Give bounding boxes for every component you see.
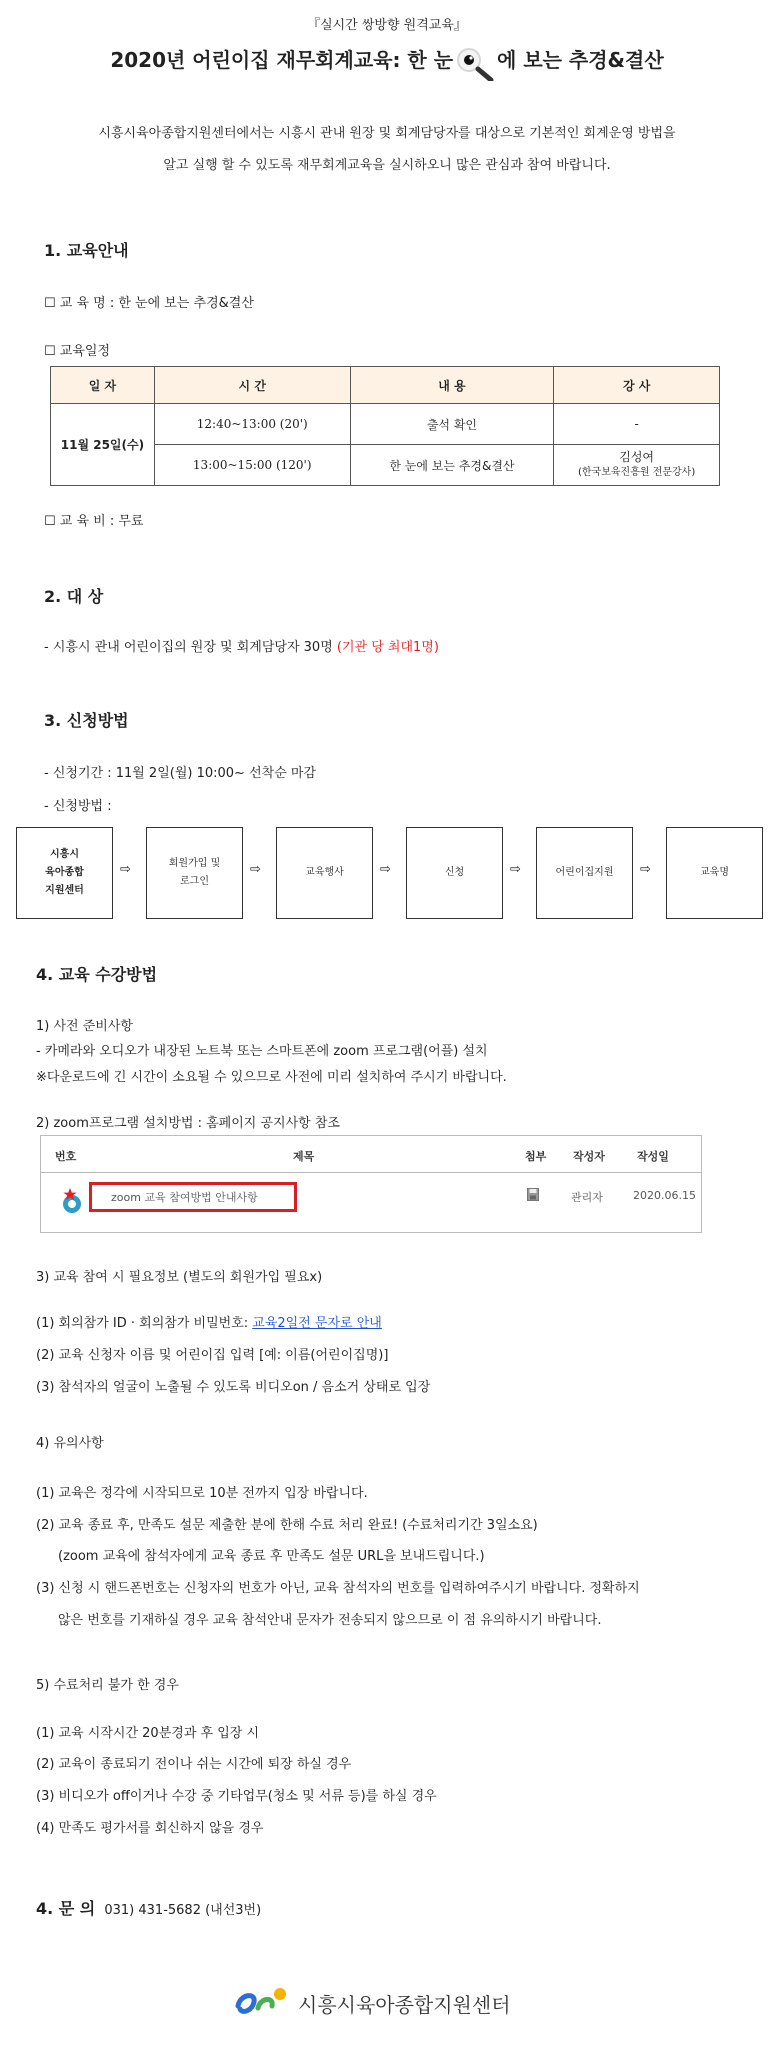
fail-title: 5) 수료처리 불가 한 경우 xyxy=(36,1678,179,1693)
board-row[interactable] xyxy=(41,1172,701,1232)
flow-step-text: 회원가입 및 xyxy=(168,858,221,869)
lecturer-affiliation: (한국보육진흥원 전문강사) xyxy=(578,467,696,478)
notice-item: (2) 교육 종료 후, 만족도 설문 제출한 분에 한해 수료 처리 완료! (수료처리기간 3일소요) xyxy=(36,1518,538,1533)
fail-item: (1) 교육 시작시간 20분경과 후 입장 시 xyxy=(36,1726,260,1741)
flow-step-center xyxy=(16,827,113,919)
flow-step-text: 로그인 xyxy=(180,876,209,887)
board-col-author: 작성자 xyxy=(573,1150,605,1163)
arrow-icon: ⇨ xyxy=(640,862,651,877)
contact-heading: 4. 문 의 xyxy=(36,1899,96,1918)
course-fee: ☐ 교 육 비 : 무료 xyxy=(44,514,144,529)
info-item-3: (3) 참석자의 얼굴이 노출될 수 있도록 비디오on / 음소거 상태로 입장 xyxy=(36,1380,431,1395)
col-content: 내 용 xyxy=(350,367,554,404)
board-col-attach: 첨부 xyxy=(525,1150,547,1163)
board-row-author: 관리자 xyxy=(571,1191,603,1204)
flow-step-text: 지원센터 xyxy=(45,885,84,896)
flow-step-text: 어린이집지원 xyxy=(555,867,614,878)
fail-item: (2) 교육이 종료되기 전이나 쉬는 시간에 퇴장 하실 경우 xyxy=(36,1757,352,1772)
board-col-number: 번호 xyxy=(55,1150,77,1163)
schedule-content: 출석 확인 xyxy=(350,404,554,445)
schedule-table xyxy=(50,366,720,486)
schedule-label: ☐ 교육일정 xyxy=(44,344,111,359)
board-row-title[interactable]: zoom 교육 참여방법 안내사항 xyxy=(111,1191,258,1204)
notice-pin-icon xyxy=(61,1188,83,1217)
flow-step-login xyxy=(146,827,243,919)
flow-step-daycare-support xyxy=(536,827,633,919)
board-col-title: 제목 xyxy=(293,1150,315,1163)
board-row-date: 2020.06.15 xyxy=(633,1189,696,1202)
section1-heading: 1. 교육안내 xyxy=(44,241,129,260)
col-time: 시 간 xyxy=(154,367,350,404)
notice-board-screenshot xyxy=(40,1135,702,1233)
schedule-time: 12:40~13:00 (20') xyxy=(154,404,350,445)
sms-guide-link[interactable]: 교육2일전 문자로 안내 xyxy=(252,1316,382,1331)
intro-line-2: 알고 실행 할 수 있도록 재무회계교육을 실시하오니 많은 관심과 참여 바랍니다. xyxy=(163,158,611,173)
target-text: - 시흥시 관내 어린이집의 원장 및 회계담당자 30명 xyxy=(44,640,337,655)
footer-logo xyxy=(234,1983,544,2023)
intro-paragraph xyxy=(40,118,734,182)
notice-item: (3) 신청 시 핸드폰번호는 신청자의 번호가 아닌, 교육 참석자의 번호를 입력하여주시기 바랍니다. 정확하지 xyxy=(36,1581,640,1596)
flow-step-text: 신청 xyxy=(444,867,465,878)
contact-phone: 031) 431-5682 (내선3번) xyxy=(104,1903,262,1918)
arrow-icon: ⇨ xyxy=(380,862,391,877)
application-method-label: - 신청방법 : xyxy=(44,799,112,814)
arrow-icon: ⇨ xyxy=(510,862,521,877)
application-period: - 신청기간 : 11월 2일(월) 10:00~ 선착순 마감 xyxy=(44,766,317,781)
flow-step-events xyxy=(276,827,373,919)
flow-step-text: 교육행사 xyxy=(305,867,344,878)
flow-step-apply xyxy=(406,827,503,919)
notice-title: 4) 유의사항 xyxy=(36,1436,104,1451)
schedule-header-row xyxy=(51,367,720,404)
schedule-row xyxy=(51,404,720,445)
install-title: 2) zoom프로그램 설치방법 : 홈페이지 공지사항 참조 xyxy=(36,1116,340,1131)
flow-step-text: 육아종합 xyxy=(45,867,84,878)
page-title xyxy=(0,44,774,77)
schedule-date: 11월 25일(수) xyxy=(51,404,155,486)
magnifier-icon xyxy=(455,47,495,77)
course-name: ☐ 교 육 명 : 한 눈에 보는 추경&결산 xyxy=(44,296,254,311)
prep-title: 1) 사전 준비사항 xyxy=(36,1019,133,1034)
notice-item: 않은 번호를 기재하실 경우 교육 참석안내 문자가 전송되지 않으므로 이 점 유의하시기 바랍니다. xyxy=(58,1613,602,1628)
arrow-icon: ⇨ xyxy=(120,862,131,877)
flow-step-text: 교육명 xyxy=(700,867,729,878)
section3-heading: 3. 신청방법 xyxy=(44,711,129,730)
target-line xyxy=(44,636,439,655)
flow-step-text: 시흥시 xyxy=(50,849,79,860)
board-col-date: 작성일 xyxy=(637,1150,669,1163)
info-item-1 xyxy=(36,1312,382,1331)
page-subtitle: 『실시간 쌍방향 원격교육』 xyxy=(307,18,467,33)
prep-line-2: ※다운로드에 긴 시간이 소요될 수 있으므로 사전에 미리 설치하여 주시기 바랍니다. xyxy=(36,1070,507,1085)
section2-heading: 2. 대 상 xyxy=(44,587,104,606)
arrow-icon: ⇨ xyxy=(250,862,261,877)
col-lecturer: 강 사 xyxy=(554,367,720,404)
target-note: (기관 당 최대1명) xyxy=(336,640,439,655)
contact-line xyxy=(36,1896,261,1919)
info-item-2: (2) 교육 신청자 이름 및 어린이집 입력 [예: 이름(어린이집명)] xyxy=(36,1348,389,1363)
info-title: 3) 교육 참여 시 필요정보 (별도의 회원가입 필요x) xyxy=(36,1270,323,1285)
notice-item: (1) 교육은 정각에 시작되므로 10분 전까지 입장 바랍니다. xyxy=(36,1486,368,1501)
prep-line-1: - 카메라와 오디오가 내장된 노트북 또는 스마트폰에 zoom 프로그램(어플) 설치 xyxy=(36,1044,488,1059)
intro-line-1: 시흥시육아종합지원센터에서는 시흥시 관내 원장 및 회계담당자를 대상으로 기본적인 회계운영 방법을 xyxy=(98,126,676,141)
schedule-content: 한 눈에 보는 추경&결산 xyxy=(350,445,554,486)
schedule-lecturer: - xyxy=(554,404,720,445)
schedule-time: 13:00~15:00 (120') xyxy=(154,445,350,486)
flow-step-course-name xyxy=(666,827,763,919)
title-part-1: 2020년 어린이집 재무회계교육: 한 눈 xyxy=(110,48,454,72)
section4-heading: 4. 교육 수강방법 xyxy=(36,965,158,984)
title-part-2: 에 보는 추경&결산 xyxy=(497,48,664,72)
col-date: 일 자 xyxy=(51,367,155,404)
notice-item: (zoom 교육에 참석자에게 교육 종료 후 만족도 설문 URL을 보내드립니다.) xyxy=(58,1549,485,1564)
schedule-lecturer xyxy=(554,445,720,486)
info-item-text: (1) 회의참가 ID · 회의참가 비밀번호: xyxy=(36,1316,253,1331)
save-icon xyxy=(527,1188,539,1204)
center-logo-icon xyxy=(234,1984,290,2022)
fail-item: (3) 비디오가 off이거나 수강 중 기타업무(청소 및 서류 등)를 하실 경우 xyxy=(36,1789,437,1804)
fail-item: (4) 만족도 평가서를 회신하지 않을 경우 xyxy=(36,1821,264,1836)
board-header xyxy=(41,1136,701,1173)
footer-org-name: 시흥시육아종합지원센터 xyxy=(298,1992,511,2017)
lecturer-name: 김성여 xyxy=(619,450,655,464)
